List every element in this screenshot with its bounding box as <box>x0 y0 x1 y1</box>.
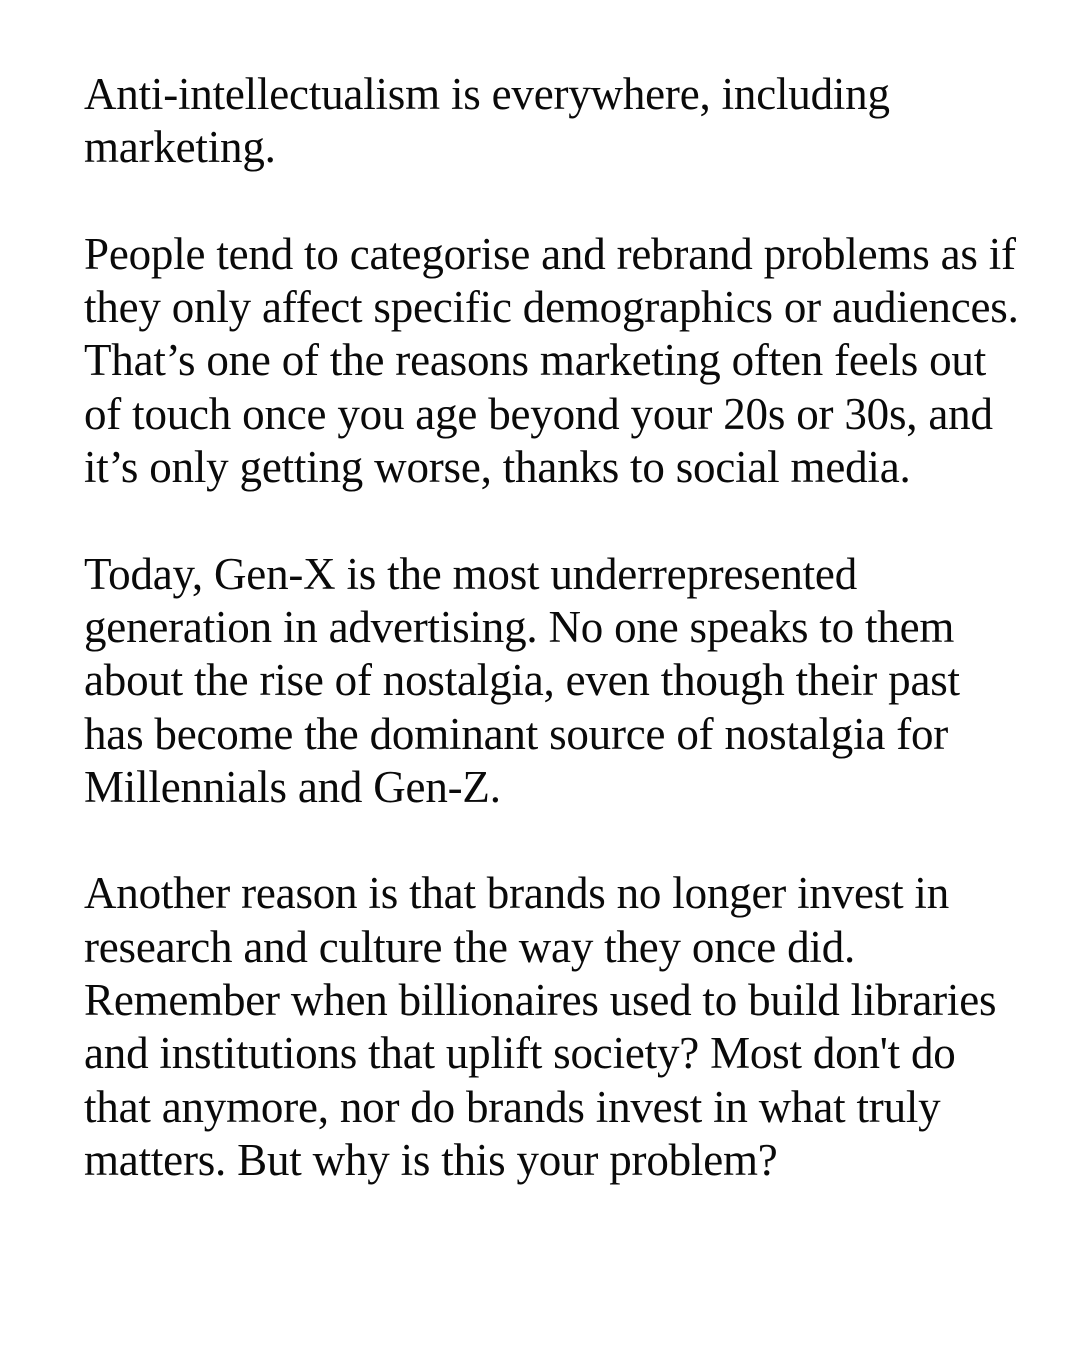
paragraph-brands: Another reason is that brands no longer invest in research and culture the way they once did. Remember when billionaires used to build libraries and institutions that uplift society? Most don't do that anymore, nor do brands invest in what truly matters. But why is this your problem? <box>84 868 997 1185</box>
paragraph-intro: Anti-intellectualism is everywhere, including marketing. <box>84 69 890 173</box>
text-post <box>84 68 1024 1187</box>
paragraph-categorise: People tend to categorise and rebrand problems as if they only affect specific demographics or audiences. That’s one of the reasons marketing often feels out of touch once you age beyond your 20s or 30s, and it’s only getting worse, thanks to social media. <box>84 228 1019 493</box>
paragraph-gen-x: Today, Gen-X is the most underrepresented generation in advertising. No one speaks to them about the rise of nostalgia, even though their past has become the dominant source of nostalgia for Millennials and Gen-Z. <box>84 548 960 812</box>
